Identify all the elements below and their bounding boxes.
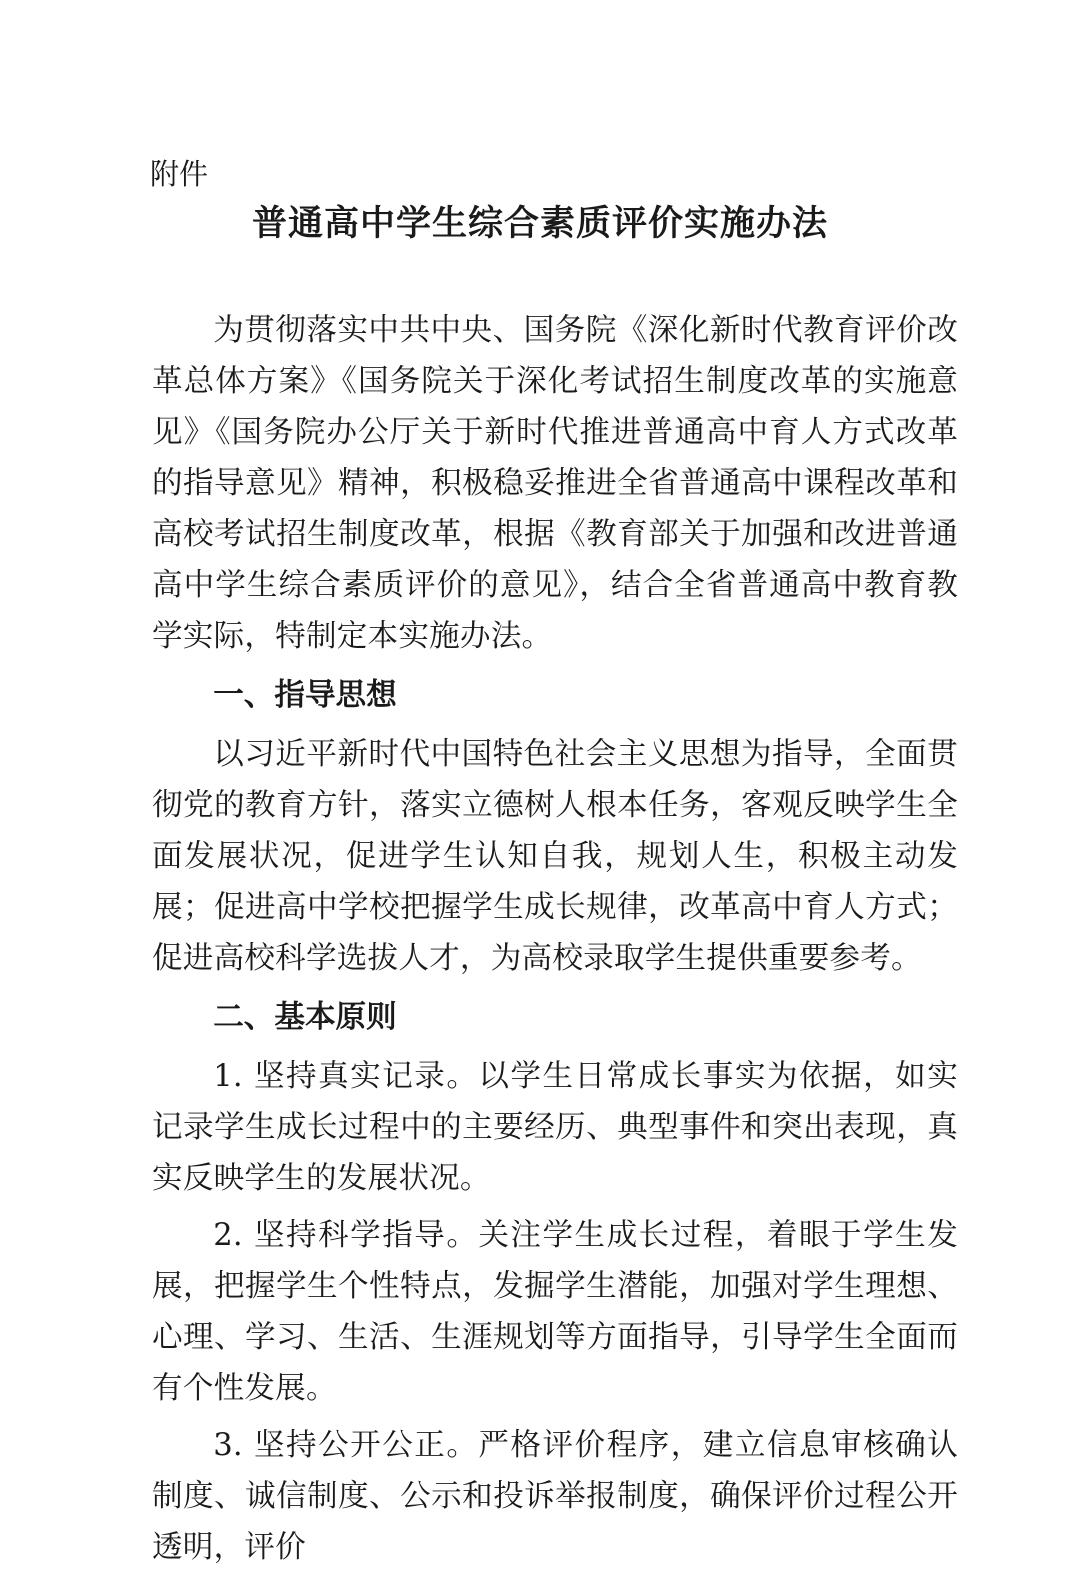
principle-1-paragraph: 1. 坚持真实记录。以学生日常成长事实为依据，如实记录学生成长过程中的主要经历、典型事件和突出表现，真实反映学生的发展状况。	[152, 1059, 958, 1196]
document-body	[152, 305, 958, 1573]
document-title: 普通高中学生综合素质评价实施办法	[251, 203, 828, 244]
intro-paragraph: 为贯彻落实中共中央、国务院《深化新时代教育评价改革总体方案》《国务院关于深化考试招生制度改革的实施意见》《国务院办公厅关于新时代推进普通高中育人方式改革的指导意见》精神，积极稳妥推进全省普通高中课程改革和高校考试招生制度改革，根据《教育部关于加强和改进普通高中学生综合素质评价的意见》，结合全省普通高中教育教学实际，特制定本实施办法。	[152, 313, 958, 654]
section-heading-basic-principles: 二、基本原则	[213, 1000, 397, 1035]
principle-2-paragraph: 2. 坚持科学指导。关注学生成长过程，着眼于学生发展，把握学生个性特点，发掘学生潜能，加强对学生理想、心理、学习、生活、生涯规划等方面指导，引导学生全面而有个性发展。	[152, 1218, 958, 1406]
principle-3-paragraph: 3. 坚持公开公正。严格评价程序，建立信息审核确认制度、诚信制度、公示和投诉举报制度，确保评价过程公开透明，评价	[152, 1428, 958, 1565]
attachment-label: 附件	[150, 157, 209, 191]
section-heading-guiding-ideology: 一、指导思想	[213, 678, 397, 713]
guiding-ideology-paragraph: 以习近平新时代中国特色社会主义思想为指导，全面贯彻党的教育方针，落实立德树人根本任务，客观反映学生全面发展状况，促进学生认知自我，规划人生，积极主动发展；促进高中学校把握学生成长规律，改革高中育人方式；促进高校科学选拔人才，为高校录取学生提供重要参考。	[152, 737, 958, 976]
